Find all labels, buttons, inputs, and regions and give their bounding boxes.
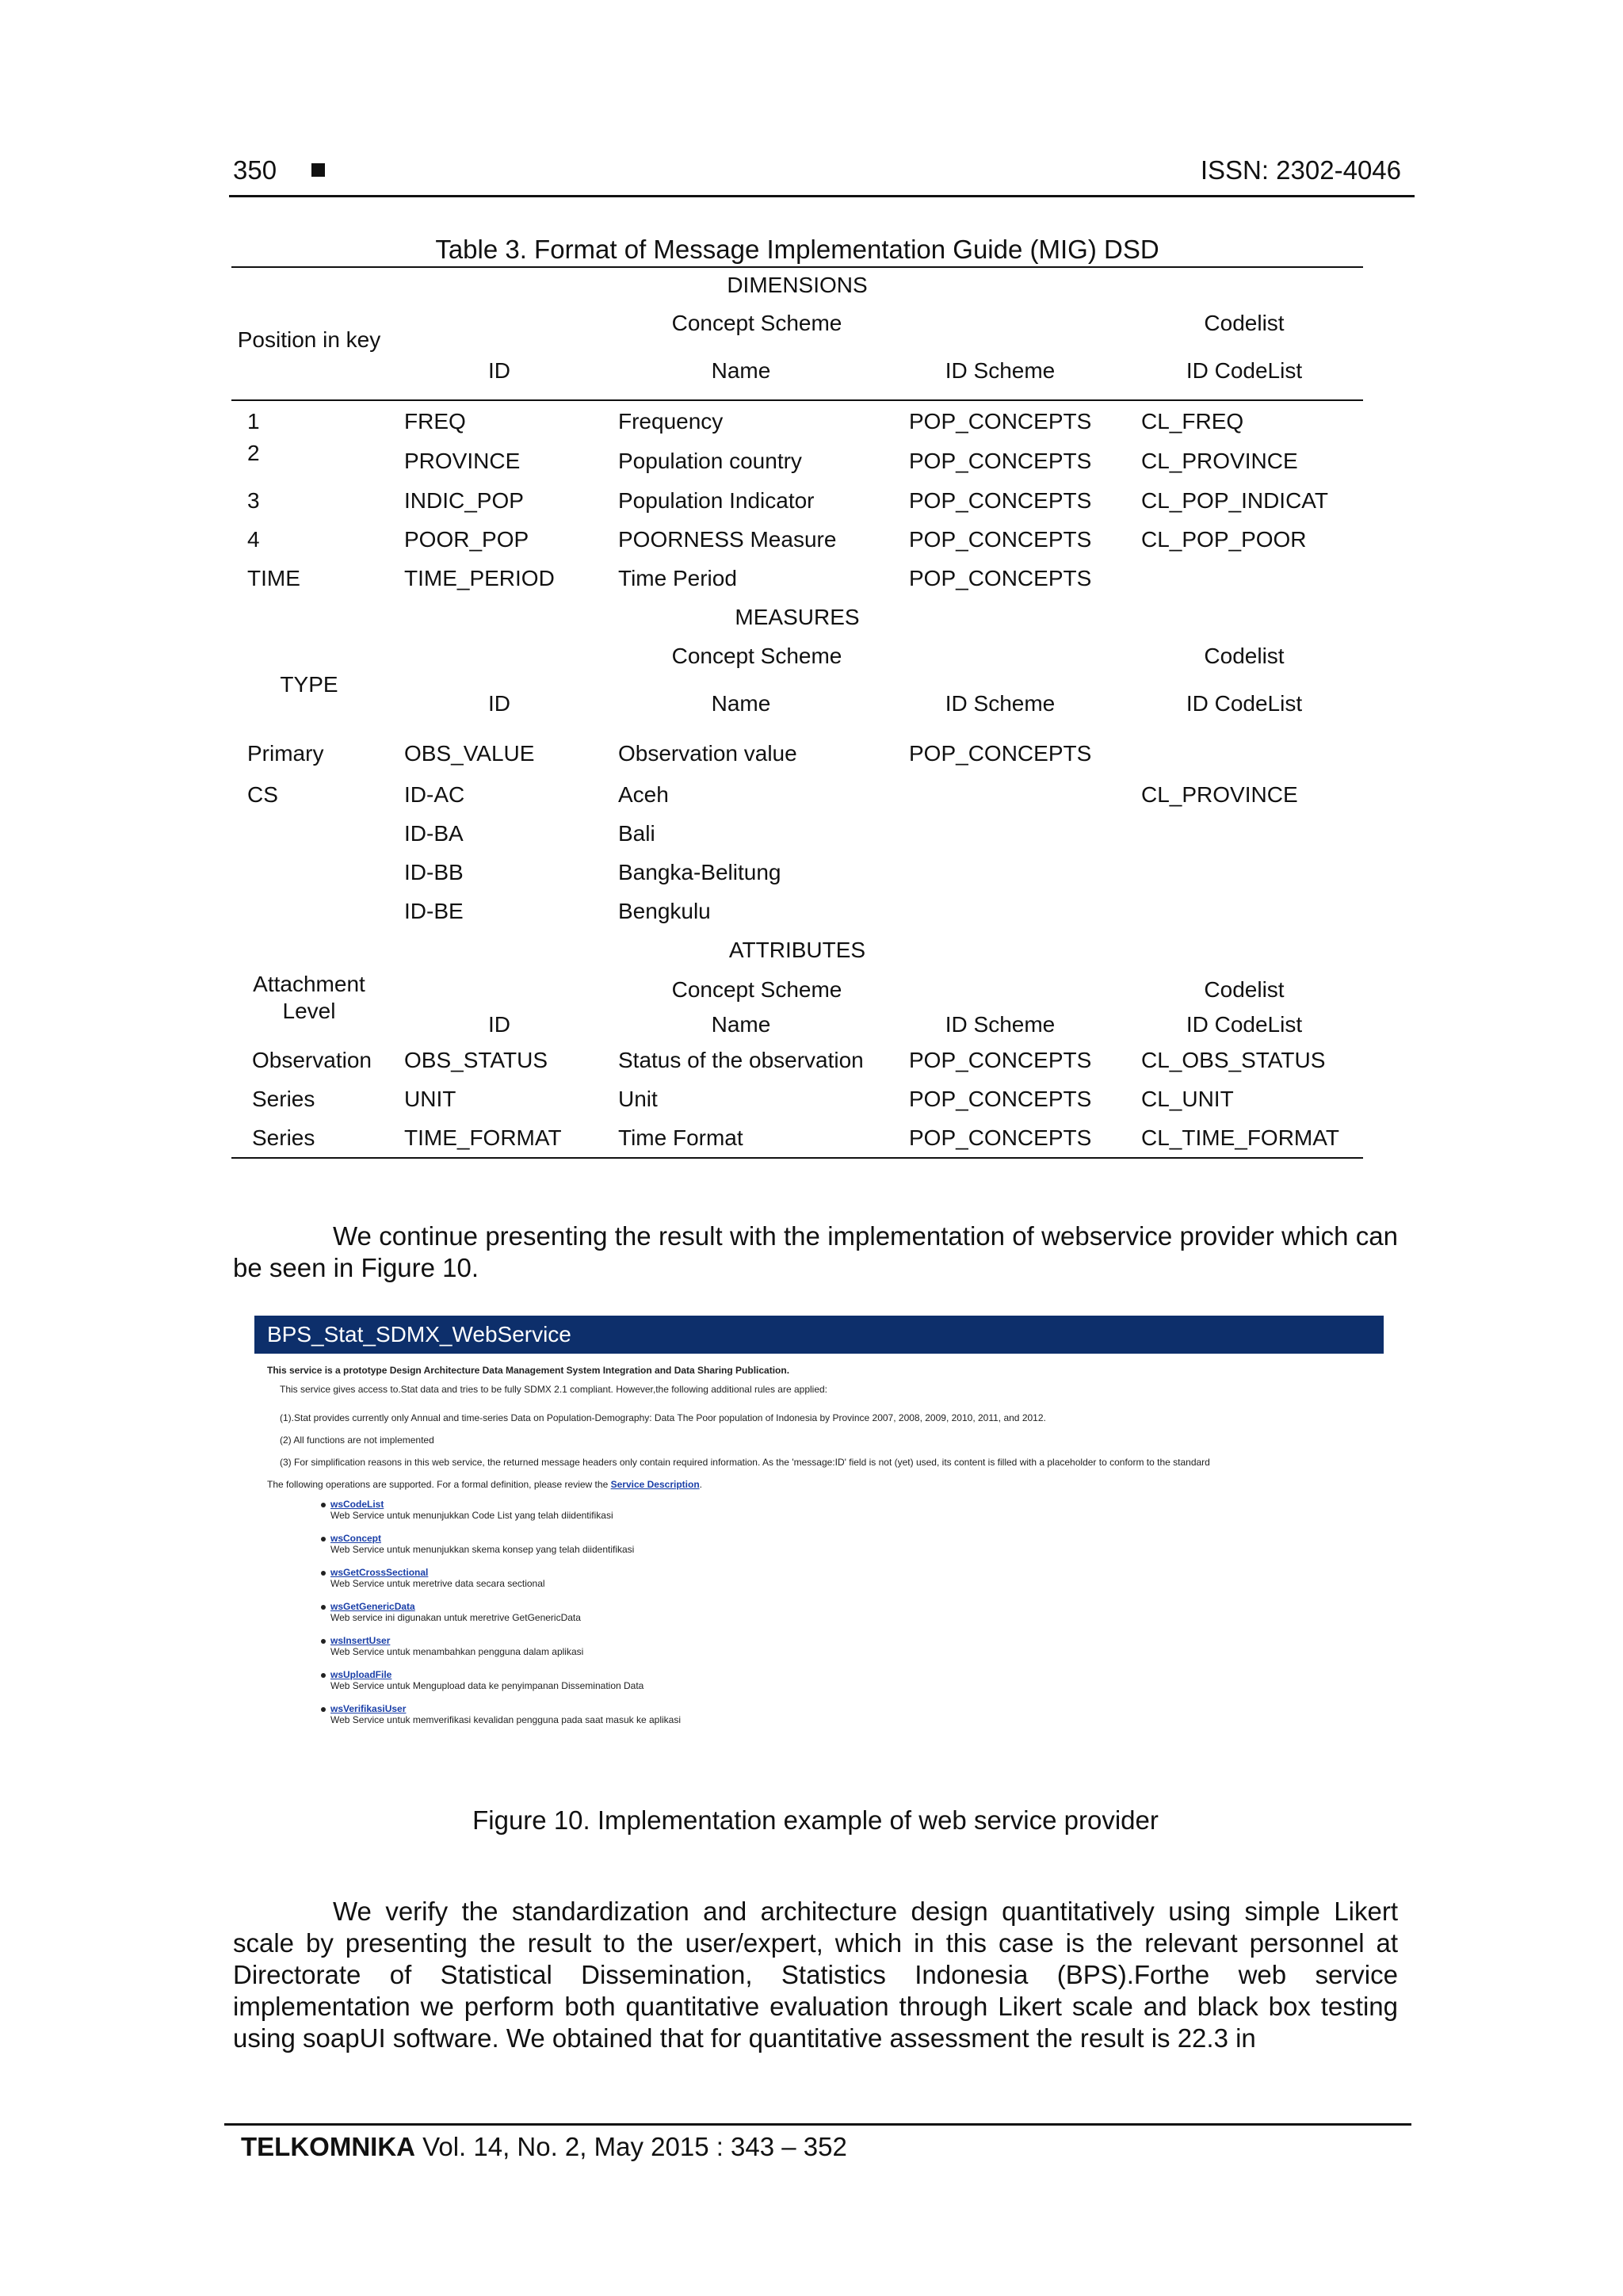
meas-row-4-name: Bangka-Belitung [618,860,781,884]
attr-row-3-scheme: POP_CONCEPTS [909,1125,1092,1150]
op-link-wscodelist[interactable]: wsCodeList [330,1499,384,1510]
meas-row-1-type: Primary [247,741,324,766]
dim-row-4-scheme: POP_CONCEPTS [909,527,1092,552]
op-desc-wsgetcrosssectional: Web Service untuk meretrive data secara sectional [330,1578,545,1589]
dim-row-3-pos: 3 [247,488,260,513]
op-desc-wsconcept: Web Service untuk menunjukkan skema konsep yang telah diidentifikasi [330,1544,635,1555]
op-desc-wscodelist: Web Service untuk menunjukkan Code List yang telah diidentifikasi [330,1510,613,1521]
attr-row-2-codelist: CL_UNIT [1141,1087,1234,1111]
meas-row-1-scheme: POP_CONCEPTS [909,741,1092,766]
op-desc-wsverifikasiuser: Web Service untuk memverifikasi kevalidan pengguna pada saat masuk ke aplikasi [330,1714,682,1725]
op-desc-wsgetgenericdata: Web service ini digunakan untuk meretrive GetGenericData [330,1612,581,1623]
figure-ops-intro: The following operations are supported. For a formal definition, please review the Service Description. [267,1479,702,1490]
figure-web-service-screenshot [254,1316,1384,1759]
position-in-key-header: Position in key [237,327,381,352]
bullet-icon [321,1673,326,1678]
dim-row-2-id: PROVINCE [404,449,521,473]
attributes-id-scheme-header: ID Scheme [945,1012,1056,1037]
footer-rule [224,2123,1411,2126]
dim-row-3-codelist: CL_POP_INDICAT [1141,488,1328,513]
attributes-concept-scheme-label: Concept Scheme [671,977,842,1002]
meas-row-2-type: CS [247,782,278,807]
meas-row-2-name: Aceh [618,782,669,807]
op-desc-wsinsertuser: Web Service untuk menambahkan pengguna dalam aplikasi [330,1646,584,1657]
dim-row-4-codelist: CL_POP_POOR [1141,527,1307,552]
dim-row-1-id: FREQ [404,409,466,434]
dim-row-4-pos: 4 [247,527,260,552]
bullet-icon [321,1605,326,1610]
measures-concept-scheme-label: Concept Scheme [671,644,842,668]
bullet-icon [321,1707,326,1712]
attr-row-2-level: Series [252,1087,315,1111]
attributes-codelist-label: Codelist [1204,977,1285,1002]
codelist-label: Codelist [1204,311,1285,335]
bullet-icon [321,1503,326,1507]
header-rule [229,195,1415,197]
measures-id-scheme-header: ID Scheme [945,691,1056,716]
meas-row-2-id: ID-AC [404,782,465,807]
table-bottom-rule [231,1157,1363,1159]
measures-name-header: Name [711,691,771,716]
meas-row-2-codelist: CL_PROVINCE [1141,782,1298,807]
measures-id-codelist-header: ID CodeList [1186,691,1303,716]
dim-row-5-name: Time Period [618,566,737,590]
dim-row-1-name: Frequency [618,409,724,434]
section-attributes: ATTRIBUTES [728,938,866,962]
concept-scheme-label: Concept Scheme [671,311,842,335]
op-link-wsuploadfile[interactable]: wsUploadFile [330,1669,392,1680]
body-paragraph-2-text: We verify the standardization and architecture design quantitatively using simple Likert scale by presenting the result to the user/expert, which in this case is the relevant personnel at Directorate of Statistical Dissemination, Statistics Indonesia (BPS).Forthe web service implementation we perform both quantitative evaluation through Likert scale and black box testing using soapUI software. We obtained that for quantitative assessment the result is 22.3 in [233,1897,1398,2053]
figure-ops-prefix: The following operations are supported. For a formal definition, please review the [267,1479,609,1490]
dim-row-2-codelist: CL_PROVINCE [1141,449,1298,473]
measures-codelist-label: Codelist [1204,644,1285,668]
body-paragraph-2 [233,1896,1398,2054]
journal-name: TELKOMNIKA [241,2132,415,2161]
bullet-icon [321,1639,326,1644]
dim-row-2-pos: 2 [247,441,260,465]
attr-row-3-codelist: CL_TIME_FORMAT [1141,1125,1339,1150]
figure-caption: Figure 10. Implementation example of web service provider [472,1805,1159,1835]
body-paragraph-1-text: We continue presenting the result with the implementation of webservice provider which can be seen in Figure 10. [233,1221,1398,1282]
journal-citation: Vol. 14, No. 2, May 2015 : 343 – 352 [422,2132,847,2161]
dim-row-3-id: INDIC_POP [404,488,524,513]
figure-rule-2: (2) All functions are not implemented [280,1435,434,1446]
page-number: 350 [233,155,277,185]
meas-row-3-id: ID-BA [404,821,464,846]
service-description-link[interactable]: Service Description [610,1479,700,1490]
attr-row-3-id: TIME_FORMAT [404,1125,562,1150]
dim-row-1-codelist: CL_FREQ [1141,409,1244,434]
op-link-wsverifikasiuser[interactable]: wsVerifikasiUser [330,1703,407,1714]
id-codelist-header: ID CodeList [1186,358,1303,383]
attachment-level-header: Attachment Level [253,972,365,1023]
attr-row-1-scheme: POP_CONCEPTS [909,1048,1092,1072]
meas-row-1-name: Observation value [618,741,797,766]
dim-row-4-id: POOR_POP [404,527,529,552]
dim-row-2-name: Population country [618,449,802,473]
footer-citation [241,2132,847,2162]
name-header: Name [711,358,771,383]
bullet-icon [321,1537,326,1541]
dim-row-5-pos: TIME [247,566,300,590]
dim-row-4-name: POORNESS Measure [618,527,837,552]
attr-row-1-codelist: CL_OBS_STATUS [1141,1048,1326,1072]
type-header: TYPE [280,672,338,697]
attr-row-2-id: UNIT [404,1087,456,1111]
dim-row-3-scheme: POP_CONCEPTS [909,488,1092,513]
dim-row-1-pos: 1 [247,409,260,434]
dim-row-5-id: TIME_PERIOD [404,566,555,590]
op-link-wsgetgenericdata[interactable]: wsGetGenericData [330,1601,415,1612]
dim-row-1-scheme: POP_CONCEPTS [909,409,1092,434]
figure-rule-1: (1).Stat provides currently only Annual and time-series Data on Population-Demography: Data The Poor population of Indonesia by Province 2007, 2008, 2009, 2010, 2011, and 2012. [280,1412,1046,1423]
attr-row-2-scheme: POP_CONCEPTS [909,1087,1092,1111]
figure-title-bar: BPS_Stat_SDMX_WebService [254,1316,1384,1354]
bullet-icon [321,1571,326,1576]
issn-label: ISSN: 2302-4046 [1200,155,1401,185]
attributes-id-codelist-header: ID CodeList [1186,1012,1303,1037]
table-header-rule [231,399,1363,401]
header-square-marker [311,163,325,177]
meas-row-1-id: OBS_VALUE [404,741,535,766]
op-link-wsconcept[interactable]: wsConcept [330,1533,382,1544]
dim-row-2-scheme: POP_CONCEPTS [909,449,1092,473]
figure-line-1: This service gives access to.Stat data and tries to be fully SDMX 2.1 compliant. However,the following additional rules are applied: [280,1384,828,1395]
id-header: ID [488,358,510,383]
section-dimensions: DIMENSIONS [727,273,868,297]
figure-rule-3: (3) For simplification reasons in this web service, the returned message headers only contain required information. As the 'message:ID' field is not (yet) used, its content is filled with a placeholder to conform to the standard [280,1457,1210,1468]
measures-id-header: ID [488,691,510,716]
attr-row-1-name: Status of the observation [618,1048,864,1072]
attr-row-3-name: Time Format [618,1125,743,1150]
table-top-rule [231,266,1363,268]
body-paragraph-1 [233,1221,1398,1284]
dim-row-3-name: Population Indicator [618,488,815,513]
op-link-wsgetcrosssectional[interactable]: wsGetCrossSectional [330,1567,429,1578]
attributes-name-header: Name [711,1012,771,1037]
attr-row-3-level: Series [252,1125,315,1150]
figure-intro: This service is a prototype Design Architecture Data Management System Integration and Data Sharing Publication. [267,1365,790,1376]
meas-row-3-name: Bali [618,821,655,846]
id-scheme-header: ID Scheme [945,358,1056,383]
attr-row-1-level: Observation [252,1048,372,1072]
attr-row-2-name: Unit [618,1087,658,1111]
dim-row-5-scheme: POP_CONCEPTS [909,566,1092,590]
meas-row-5-name: Bengkulu [618,899,711,923]
op-link-wsinsertuser[interactable]: wsInsertUser [330,1635,391,1646]
meas-row-4-id: ID-BB [404,860,464,884]
attr-row-1-id: OBS_STATUS [404,1048,548,1072]
meas-row-5-id: ID-BE [404,899,464,923]
section-measures: MEASURES [735,605,860,629]
op-desc-wsuploadfile: Web Service untuk Mengupload data ke penyimpanan Dissemination Data [330,1680,644,1691]
attributes-id-header: ID [488,1012,510,1037]
table-caption: Table 3. Format of Message Implementation Guide (MIG) DSD [435,235,1159,264]
